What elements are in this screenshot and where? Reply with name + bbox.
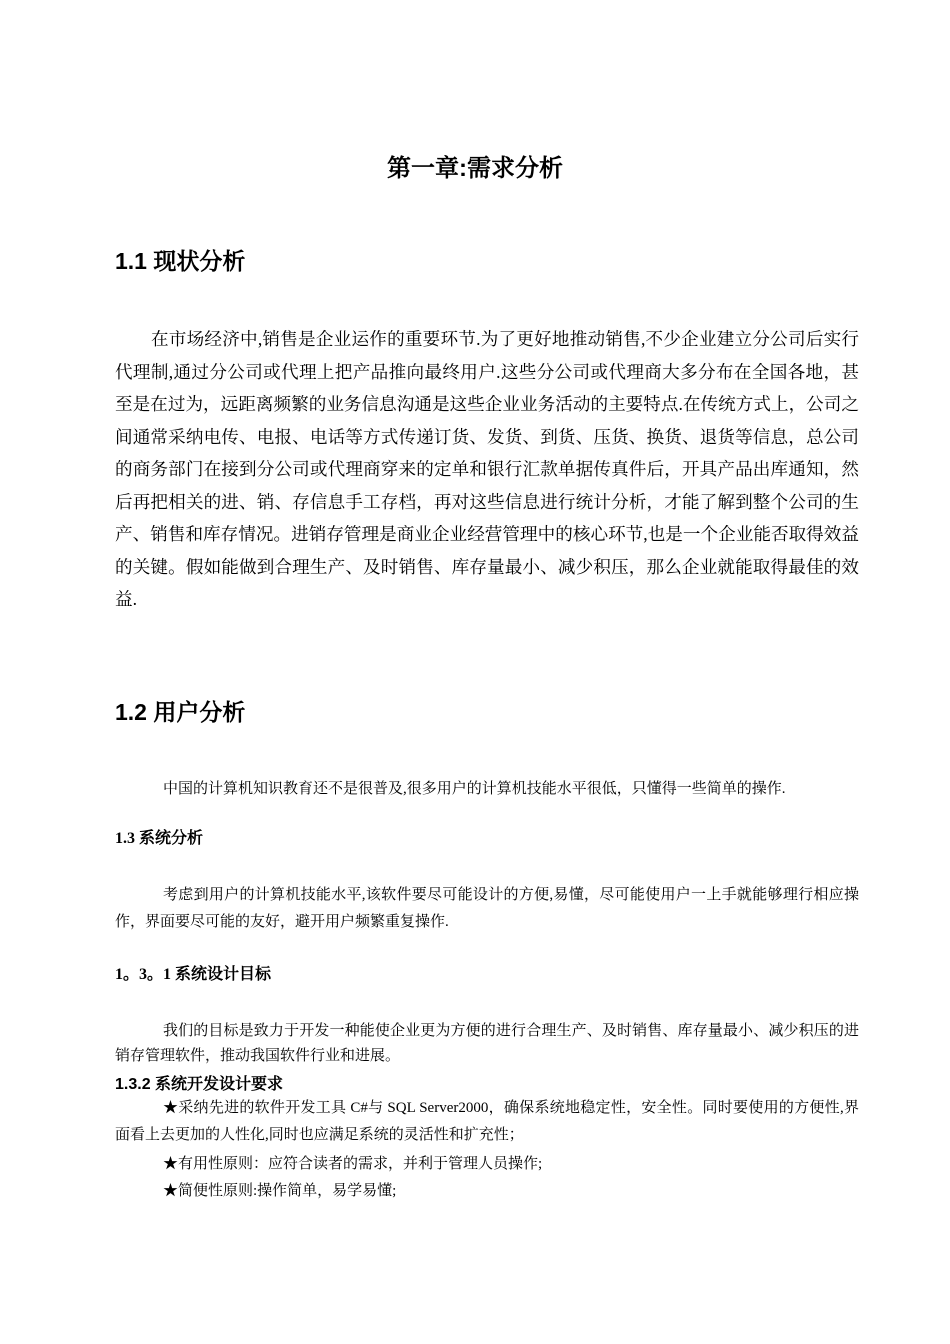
chapter-title: 第一章:需求分析: [387, 155, 563, 182]
requirement-item: ★采纳先进的软件开发工具 C#与 SQL Server2000，确保系统地稳定性，安全性。同时要使用的方便性,界面看上去更加的人性化,同时也应满足系统的灵活性和扩充性；: [115, 1100, 859, 1143]
section-1-3-body: 考虑到用户的计算机技能水平,该软件要尽可能设计的方便,易懂，尽可能使用户一上手就能够理行相应操作，界面要尽可能的友好，避开用户频繁重复操作.: [115, 887, 859, 930]
section-1-1-body: 在市场经济中,销售是企业运作的重要环节.为了更好地推动销售,不少企业建立分公司后实行代理制,通过分公司或代理上把产品推向最终用户.这些分公司或代理商大多分布在全国各地，甚至是在过为，远距离频繁的业务信息沟通是这些企业业务活动的主要特点.在传统方式上，公司之间通常采纳电传、电报、电话等方式传递订货、发货、到货、压货、换货、退货等信息，总公司的商务部门在接到分公司或代理商穿来的定单和银行汇款单据传真件后，开具产品出库通知，然后再把相关的进、销、存信息手工存档，再对这些信息进行统计分析，才能了解到整个公司的生产、销售和库存情况。进销存管理是商业企业经营管理中的核心环节,也是一个企业能否取得效益的关键。假如能做到合理生产、及时销售、库存量最小、减少积压，那么企业就能取得最佳的效益.: [115, 329, 859, 609]
section-1-2-body: 中国的计算机知识教育还不是很普及,很多用户的计算机技能水平很低，只懂得一些简单的操作.: [163, 781, 786, 797]
section-1-3-1-body: 我们的目标是致力于开发一种能使企业更为方便的进行合理生产、及时销售、库存量最小、减少积压的进销存管理软件，推动我国软件行业和进展。: [115, 1023, 859, 1064]
section-1-2-heading: 1.2 用户分析: [115, 699, 246, 725]
requirement-item: ★简便性原则:操作简单，易学易懂;: [163, 1183, 397, 1199]
section-1-3-heading: 1.3 系统分析: [115, 830, 204, 847]
section-1-3-1-heading: 1。3。1 系统设计目标: [115, 966, 272, 983]
section-1-3-2-heading: 1.3.2 系统开发设计要求: [115, 1076, 284, 1093]
section-1-1-heading: 1.1 现状分析: [115, 248, 246, 274]
requirement-item: ★有用性原则：应符合读者的需求，并利于管理人员操作;: [163, 1156, 543, 1172]
